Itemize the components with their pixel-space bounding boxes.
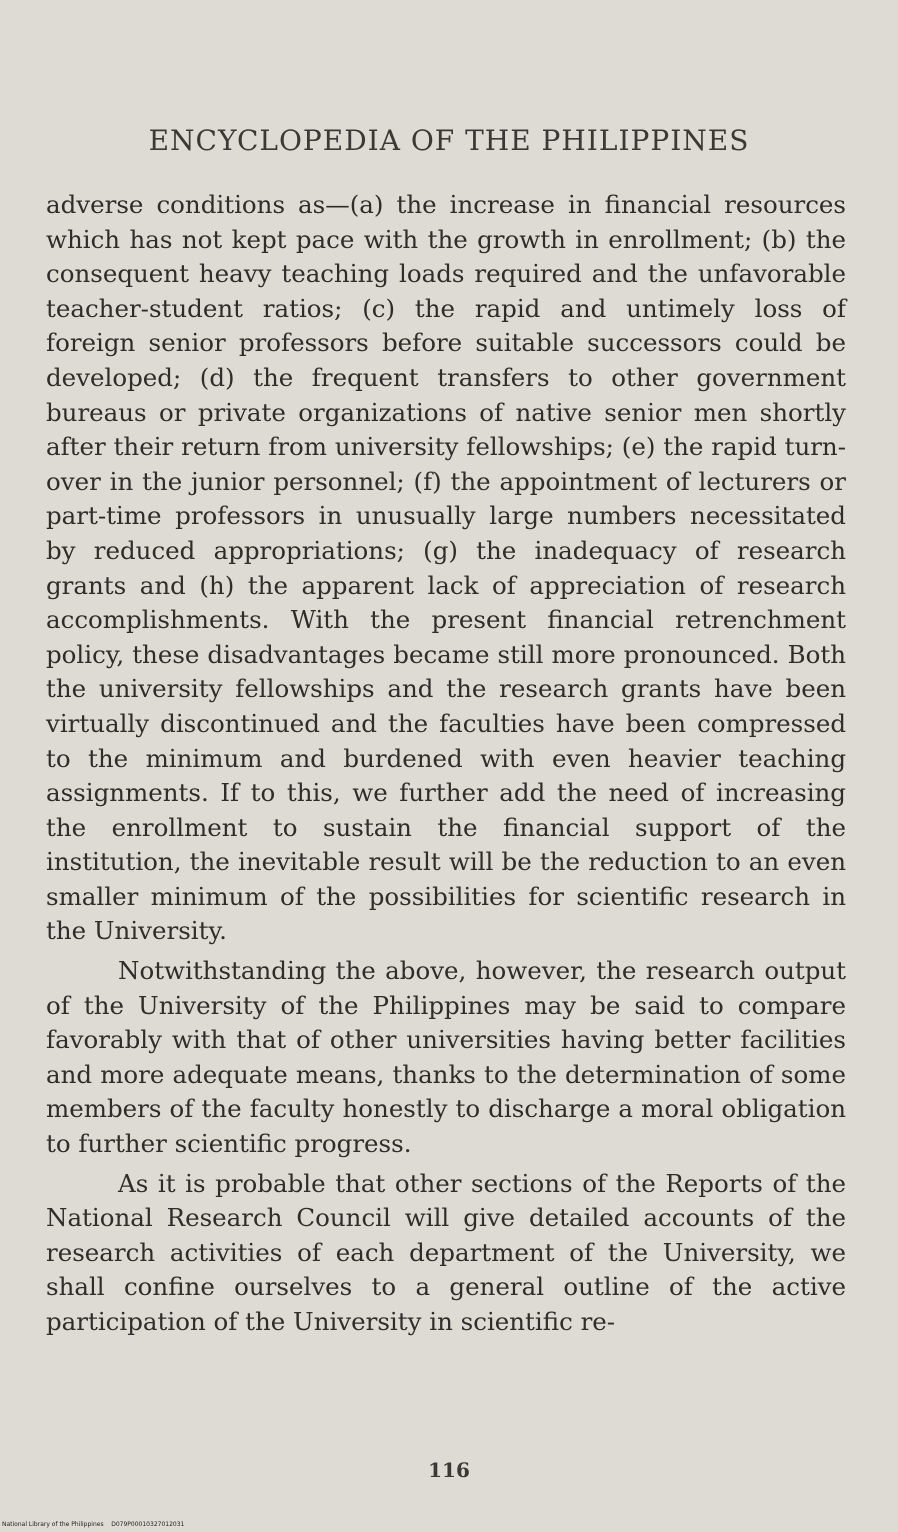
paragraph-2: Notwithstanding the above, however, the research output of the University of the Philippines may be said to compare favorably with that of other universities having better facilities and more adequate means, thanks to the determination of some members of the faculty honestly to discharge a moral obligation to further scientific progress.: [46, 956, 846, 1159]
paragraph-3: As it is probable that other sections of the Reports of the National Research Council will give detailed accounts of the research activities of each department of the University, we shall confine ourselves to a general outline of the active participation of the University in scientific re-: [46, 1168, 846, 1336]
scan-footer: [2, 1521, 184, 1528]
footer-source: National Library of the Philippines: [2, 1521, 104, 1528]
footer-code: D079P00010327012031: [111, 1521, 185, 1528]
body-text: [46, 188, 846, 1340]
page-number: 116: [428, 1458, 470, 1482]
paragraph-1: adverse conditions as—(a) the increase in financial resources which has not kept pace with the growth in enrollment; (b) the consequent heavy teaching loads required and the unfavorable teacher-student ratios; (c) the rapid and untimely loss of foreign senior professors before suitable successors could be developed; (d) the frequent transfers to other government bureaus or private organizations of native senior men shortly after their return from university fellowships; (e) the rapid turn-over in the junior personnel; (f) the appointment of lecturers or part-time professors in unusually large numbers necessitated by reduced appropriations; (g) the inadequacy of research grants and (h) the apparent lack of appreciation of research accomplishments. With the present financial retrenchment policy, these disadvantages became still more pronounced. Both the university fellowships and the research grants have been virtually discontinued and the faculties have been compressed to the minimum and burdened with even heavier teaching assignments. If to this, we further add the need of increasing the enrollment to sustain the financial support of the institution, the inevitable result will be the reduction to an even smaller minimum of the possibilities for scientific research in the University.: [46, 190, 846, 946]
running-header: ENCYCLOPEDIA OF THE PHILIPPINES: [148, 124, 750, 157]
